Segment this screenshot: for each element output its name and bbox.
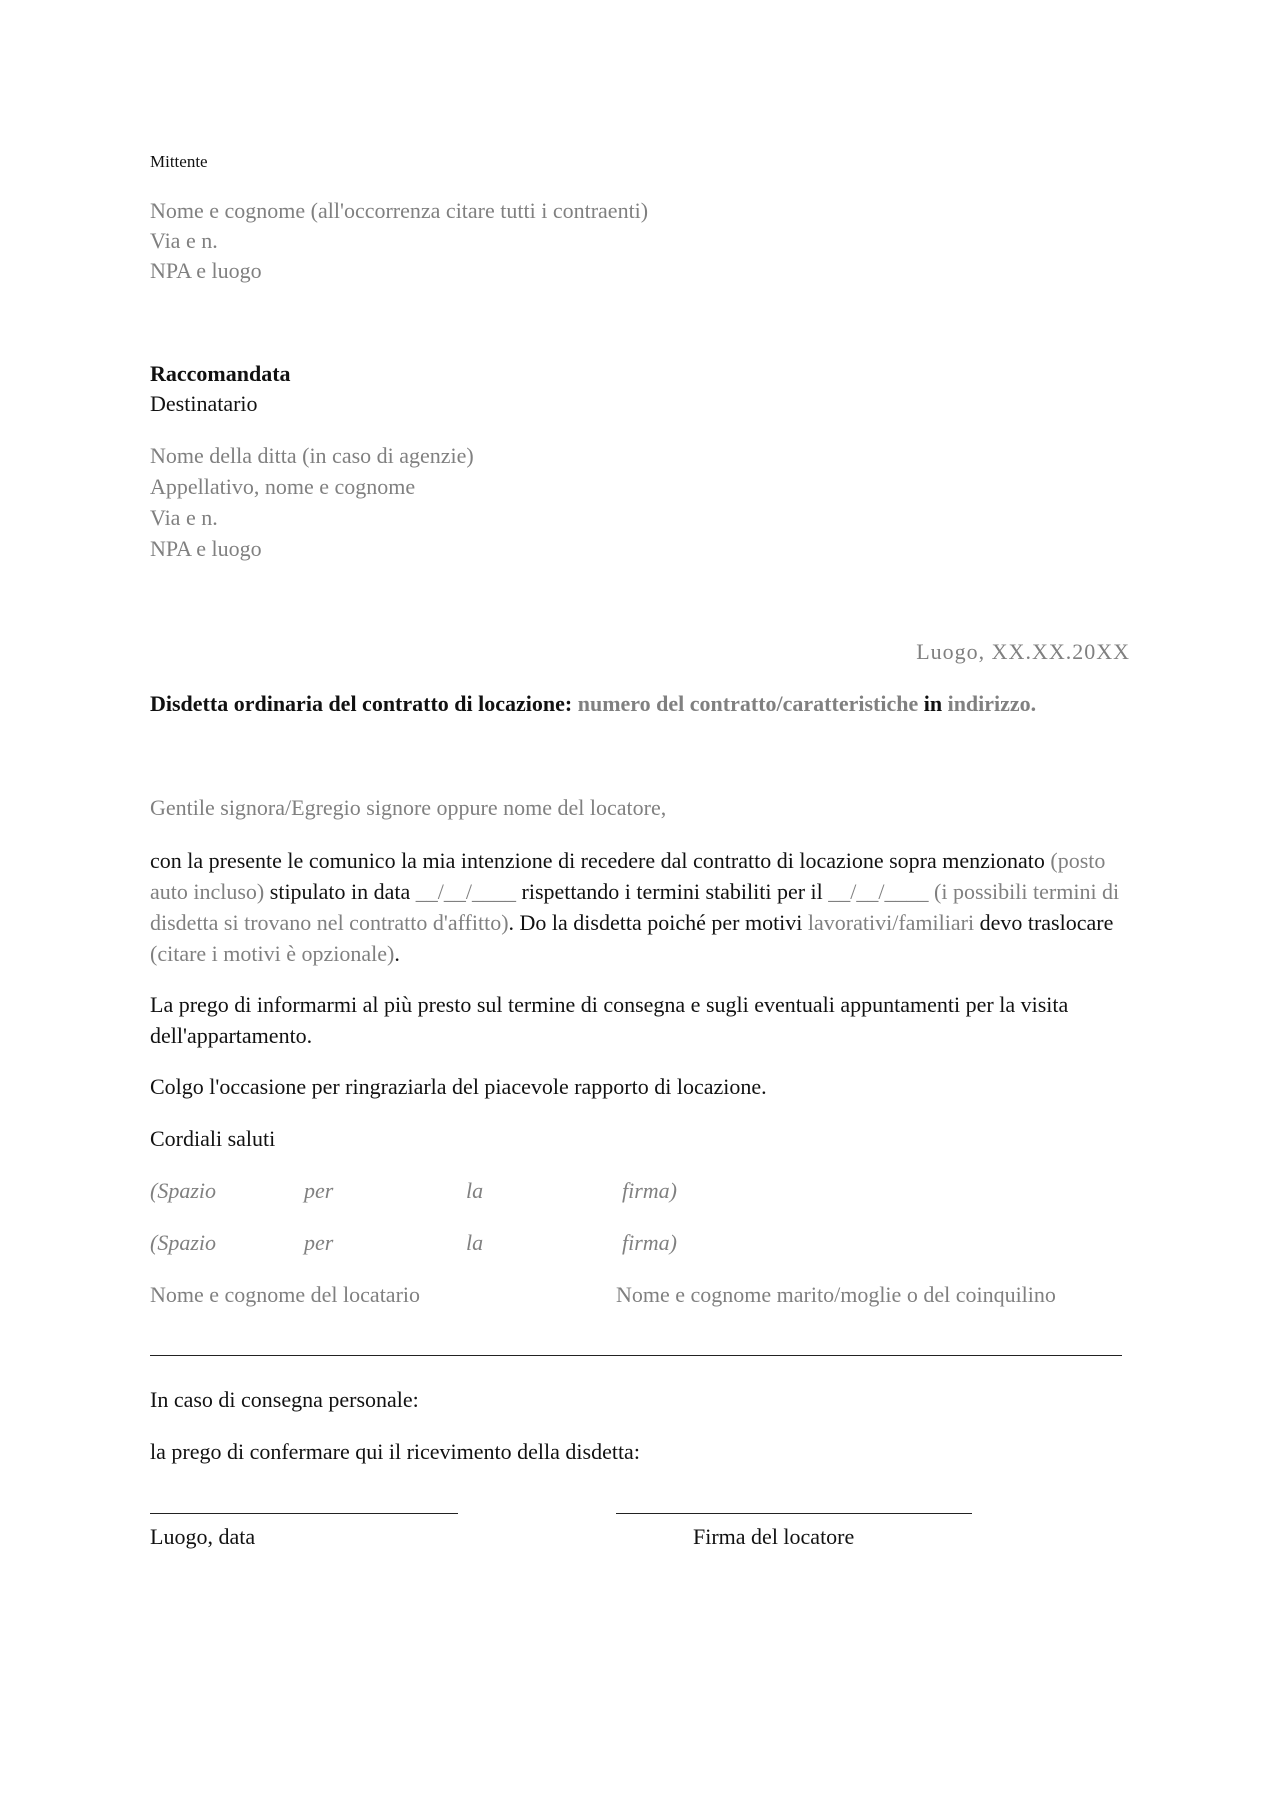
delivery-heading: In caso di consegna personale: bbox=[150, 1387, 419, 1412]
body1-contract-date: __/__/____ bbox=[415, 879, 517, 904]
sender-street: Via e n. bbox=[150, 228, 218, 253]
recipient-company: Nome della ditta (in caso di agenzie) bbox=[150, 443, 474, 468]
separator-line bbox=[150, 1355, 1122, 1356]
recipient-label: Destinatario bbox=[150, 391, 258, 416]
signature-space-word: per bbox=[304, 1178, 334, 1203]
signature-space-word: firma) bbox=[622, 1230, 677, 1255]
body1-optional-note: (citare i motivi è opzionale) bbox=[150, 941, 395, 966]
subject-line bbox=[150, 689, 1036, 719]
body-paragraph-1 bbox=[150, 845, 1130, 969]
registered-mail-label: Raccomandata bbox=[150, 361, 291, 386]
signature-space-word: firma) bbox=[622, 1178, 677, 1203]
cotenant-name-label: Nome e cognome marito/moglie o del coinquilino bbox=[616, 1282, 1056, 1307]
sender-name: Nome e cognome (all'occorrenza citare tutti i contraenti) bbox=[150, 198, 649, 223]
subject-contract: numero del contratto/caratteristiche bbox=[577, 691, 919, 716]
recipient-street: Via e n. bbox=[150, 505, 218, 530]
recipient-city: NPA e luogo bbox=[150, 536, 262, 561]
signature-space-word: la bbox=[466, 1178, 484, 1203]
tenant-name-label: Nome e cognome del locatario bbox=[150, 1282, 421, 1307]
body1-text-1: con la presente le comunico la mia intenzione di recedere dal contratto di locazione sopra menzionato bbox=[150, 848, 1045, 873]
landlord-signature-label: Firma del locatore bbox=[693, 1524, 855, 1549]
sender-label: Mittente bbox=[150, 152, 208, 171]
delivery-request: la prego di confermare qui il ricevimento della disdetta: bbox=[150, 1439, 640, 1464]
body1-text-2: stipulato in data bbox=[269, 879, 411, 904]
subject-connector: in bbox=[923, 691, 943, 716]
signature-space-word: (Spazio bbox=[150, 1230, 216, 1255]
body1-terms-note: (i possibili termini di disdetta si trovano nel contratto d'affitto) bbox=[150, 879, 1120, 935]
recipient-name: Appellativo, nome e cognome bbox=[150, 474, 416, 499]
body-paragraph-2: La prego di informarmi al più presto sul termine di consegna e sugli eventuali appuntamenti per la visita dell'appartamento. bbox=[150, 992, 1069, 1048]
signature-space-word: la bbox=[466, 1230, 484, 1255]
body1-parking: (posto auto incluso) bbox=[150, 848, 1106, 904]
body1-text-4: . Do la disdetta poiché per motivi bbox=[508, 910, 803, 935]
landlord-signature-line bbox=[616, 1513, 972, 1514]
place-date: Luogo, XX.XX.20XX bbox=[916, 639, 1130, 664]
subject-address: indirizzo. bbox=[947, 691, 1037, 716]
body1-reason: lavorativi/familiari bbox=[807, 910, 975, 935]
body1-text-3: rispettando i termini stabiliti per il bbox=[521, 879, 823, 904]
place-date-signature-line bbox=[150, 1513, 458, 1514]
body1-termination-date: __/__/____ bbox=[828, 879, 929, 904]
signature-space-word: (Spazio bbox=[150, 1178, 216, 1203]
body-paragraph-3: Colgo l'occasione per ringraziarla del piacevole rapporto di locazione. bbox=[150, 1074, 767, 1099]
salutation: Gentile signora/Egregio signore oppure nome del locatore, bbox=[150, 795, 667, 820]
body1-text-6: . bbox=[394, 941, 400, 966]
place-date-label: Luogo, data bbox=[150, 1524, 256, 1549]
subject-prefix: Disdetta ordinaria del contratto di locazione: bbox=[150, 691, 573, 716]
body1-text-5: devo traslocare bbox=[979, 910, 1114, 935]
closing: Cordiali saluti bbox=[150, 1126, 276, 1151]
signature-space-word: per bbox=[304, 1230, 334, 1255]
sender-city: NPA e luogo bbox=[150, 258, 262, 283]
